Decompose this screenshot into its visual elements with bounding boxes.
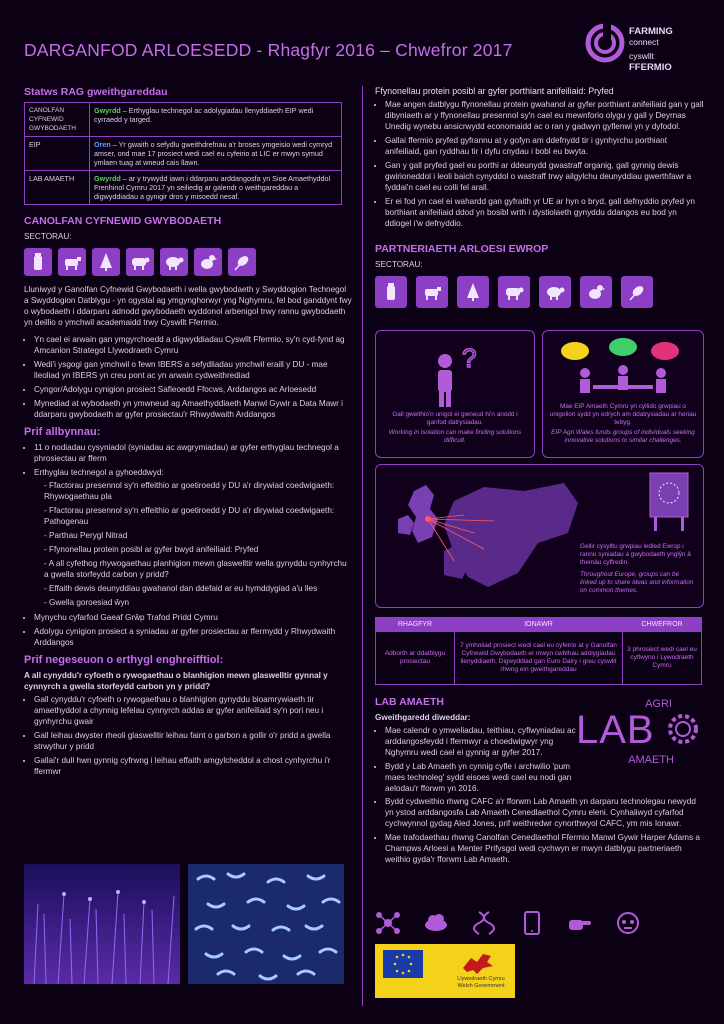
hand-pointing-icon bbox=[567, 910, 593, 936]
list-item: • Gallai'r dull hwn gynnig cyfrwng i leihau effaith amgylcheddol a chost cynhyrchu i'r ffermwr bbox=[34, 755, 352, 777]
kec-intro: Lluniwyd y Ganolfan Cyfnewid Gwybodaeth i wella gwybodaeth y Swyddogion Technegol a Swyddogion Datblygu - yn ogystal ag ymgynghorwyr yng Nghymru, fel bod ganddynt fwy o wybodaeth i ddarparu adnodd gwybodaeth wyddonol arbenigol trwy rannu gwybodaeth yn deillio o ymchwil academaidd trwy Cyswllt Ffermio. bbox=[24, 285, 352, 327]
list-item: - Effaith dewis deunyddiau gwahanol dan ddefaid ar eu hymddygiad a'u lles bbox=[44, 583, 352, 594]
cow-icon bbox=[58, 248, 86, 276]
logo-ring-icon bbox=[584, 22, 626, 64]
list-item: • Bydd cydweithio rhwng CAFC a'r fforwm Lab Amaeth yn darparu technolegau newydd yn ystod arddangosfa Lab Amaeth Cenedlaethol Cymru eleni. Cynhaliwyd cyfarfod cychwynnol gydag Aled Jones, prif weithredwr cynorthwyol CAFC, ym mis Ionawr. bbox=[385, 796, 705, 829]
leaf-icon bbox=[621, 276, 653, 308]
panel-text: Gellir cysylltu grwpiau ledled Ewrop i rannu syniadau a gwybodaeth ynglŷn â themâu cyffredin. bbox=[580, 543, 691, 566]
rag-status: Gwyrdd bbox=[94, 174, 121, 183]
list-item: - Ffactorau presennol sy'n effeithio ar goetiroedd y DU a'r dirywiad coedwigaeth: Pathogenau bbox=[44, 505, 352, 527]
list-item: • Yn cael ei arwain gan ymgyrchoedd a digwyddiadau Cyswllt Ffermio, sy'n cyd-fynd ag Amcanion Strategol Llywodraeth Cymru bbox=[34, 334, 352, 356]
milk-churn-icon bbox=[24, 248, 52, 276]
sector-icons bbox=[375, 276, 705, 308]
articles-sublist bbox=[34, 480, 352, 608]
list-item: • Adolygu cynigion prosiect a syniadau ar gyfer prosiectau ar ffermydd y Rhwydwaith Arddangos bbox=[34, 626, 352, 648]
logo-line2: connect bbox=[629, 37, 659, 47]
leaf-icon bbox=[228, 248, 256, 276]
tablet-icon bbox=[519, 910, 545, 936]
sheep-icon bbox=[160, 248, 188, 276]
info-board-icon bbox=[648, 471, 690, 533]
welsh-dragon-icon bbox=[459, 948, 497, 974]
right-column bbox=[375, 86, 705, 316]
agri-lab-logo bbox=[572, 698, 704, 770]
page-title: DARGANFOD ARLOESEDD - Rhagfyr 2016 – Chwefror 2017 bbox=[24, 40, 513, 60]
gear-icon bbox=[664, 710, 702, 748]
dna-icon bbox=[471, 910, 497, 936]
europe-map bbox=[384, 471, 584, 599]
list-item: • Bydd y Lab Amaeth yn cynnig cyfle i archwilio 'pum maes technoleg' sydd eisoes wedi cael eu nodi gan aelodau'r fforwm yn 2016. bbox=[385, 761, 583, 794]
list-item-text: Erthyglau technegol a gyhoeddwyd: bbox=[34, 468, 164, 477]
farming-connect-logo bbox=[584, 22, 704, 82]
list-item: • Gall cynyddu'r cyfoeth o rywogaethau o blanhigion gynyddu bioamrywiaeth tir amaethyddol a chynnig lefelau cynnyrch addas ar gyfer anifeiliaid sy'n pori neu i gynhyrchu gwair bbox=[34, 694, 352, 727]
list-item: - Ffynonellau protein posibl ar gyfer bwyd anifeiliaid: Pryfed bbox=[44, 544, 352, 555]
table-header: IONAWR bbox=[455, 618, 623, 632]
list-item: - A all cyfethog rhywogaethau planhigion mewn glaswelltir wella gynyddu cynhyrchu a gwella storfeydd carbon y pridd? bbox=[44, 558, 352, 580]
progress-table bbox=[375, 617, 702, 685]
lab-logo-bottom: AMAETH bbox=[628, 754, 674, 766]
logo-line1: FARMING bbox=[629, 26, 673, 37]
list-item: • Mynediad at wybodaeth yn ymwneud ag Amaethyddiaeth Manwl Gywir a Data Mawr i ddarparu gwybodaeth ar gyfer prosiectau'r Rhwydwaith Arddangos bbox=[34, 398, 352, 420]
rag-heading: Statws RAG gweithgareddau bbox=[24, 86, 168, 98]
groups-panel bbox=[542, 330, 704, 458]
rag-row bbox=[25, 137, 342, 171]
eu-flag-icon bbox=[383, 950, 423, 978]
lab-list bbox=[375, 725, 583, 794]
list-item: • Gallai ffermio pryfed gyfrannu at y gofyn am ddefnydd tir i gynhyrchu porthiant anifeiliaid, gan ryddhau tir i dyfu cnydau i bobl eu bwyta. bbox=[385, 135, 705, 157]
chicken-icon bbox=[580, 276, 612, 308]
panel-text: Mae EIP Amaeth Cymru yn cyllido grwpiau o unigolion sydd yn edrych am ddatrysiadau ar heriau tebyg. bbox=[549, 403, 697, 426]
panel-text: Gall gweithio'n unigol ei gwneud hi'n anodd i ganfod datrysiadau. bbox=[392, 411, 518, 426]
list-item: • Wedi'i ysgogi gan ymchwil o fewn IBERS a sefydliadau ymchwil eraill y DU - mae lleoliad yn IBERS yn creu pont ac yn arwain cydweithrediad bbox=[34, 359, 352, 381]
list-item: • Er ei fod yn cael ei wahardd gan gyfraith yr UE ar hyn o bryd, gall defnyddio pryfed yn borthiant anifeiliaid ddod yn bosibl wrth i dystiolaeth gynyddu ddangos eu bod yn ddiogel i'w defnyddio. bbox=[385, 196, 705, 229]
network-icon bbox=[375, 910, 401, 936]
lab-list-cont bbox=[375, 796, 705, 865]
lab-logo-small: AGRI bbox=[645, 698, 672, 710]
list-item: • Mae calendr o ymweliadau, teithiau, cyflwyniadau ac arddangosfeydd i ffermwyr a choedwigwyr yng Nghymru wedi cael ei gynnig ar gyfer 2017. bbox=[385, 725, 583, 758]
lab-subheading: Gweithgaredd diweddar: bbox=[375, 713, 471, 722]
grassland-photo bbox=[24, 864, 180, 984]
rag-key: EIP bbox=[25, 137, 90, 171]
group-meeting-icon bbox=[553, 337, 693, 399]
kec-bullets bbox=[24, 334, 352, 420]
sheep-icon bbox=[539, 276, 571, 308]
column-divider bbox=[362, 86, 363, 1006]
rag-text: – Erthyglau technegol ac adolygiadau llenyddiaeth EIP wedi cyrraedd y targed. bbox=[94, 106, 314, 124]
rag-row bbox=[25, 171, 342, 205]
table-header: CHWEFROR bbox=[623, 618, 702, 632]
europe-map-panel bbox=[375, 464, 704, 608]
list-item: • Mynychu cyfarfod Gaeaf Grŵp Trafod Pridd Cymru bbox=[34, 612, 352, 623]
logo-line3: cyswllt bbox=[629, 51, 655, 61]
sector-icons bbox=[24, 248, 352, 276]
list-item bbox=[34, 467, 352, 608]
tree-icon bbox=[92, 248, 120, 276]
funder-text: Llywodraeth Cymru Welsh Government bbox=[457, 976, 505, 989]
protein-list bbox=[375, 99, 705, 229]
list-item: • Mae angen datblygu ffynonellau protein gwahanol ar gyfer porthiant anifeiliaid gan y gall dibyniaeth ar y ffynonellau presennol sy'n cael eu mewnforio olygu y gall y Deyrnas Unedig wynebu ansicrwydd economaidd ac o ran y gadwyn gyflenwi yn y dyfodol. bbox=[385, 99, 705, 132]
list-item: - Ffactorau presennol sy'n effeithio ar goetiroedd y DU a'r dirywiad coedwigaeth: Rhywogaethau pla bbox=[44, 480, 352, 502]
tree-icon bbox=[457, 276, 489, 308]
panel-text-en: Throughout Europe, groups can be linked up to share ideas and information on common themes. bbox=[580, 571, 694, 594]
insect-larvae-photo bbox=[188, 864, 344, 984]
lab-heading: LAB AMAETH bbox=[375, 696, 445, 708]
rag-status: Oren bbox=[94, 140, 111, 149]
panel-text-en: Working in isolation can make finding solutions difficult. bbox=[388, 429, 522, 444]
cow-icon bbox=[416, 276, 448, 308]
rag-table bbox=[24, 102, 342, 205]
beef-cattle-icon bbox=[126, 248, 154, 276]
messages-list bbox=[24, 694, 352, 777]
left-column bbox=[24, 86, 352, 781]
lab-logo-big: LAB bbox=[576, 708, 655, 752]
list-item: • Cyngor/Adolygu cynigion prosiect Safleoedd Ffocws, Arddangos ac Arloesedd bbox=[34, 384, 352, 395]
table-header: RHAGFYR bbox=[376, 618, 455, 632]
rag-status: Gwyrdd bbox=[94, 106, 121, 115]
sectors-label: SECTORAU: bbox=[375, 260, 423, 269]
list-item: • Gan y gall pryfed gael eu porthi ar ddeunydd gwastraff organig, gall gynnig dewis gwirioneddol i leoli baich cynyddol o wastraff trwy ailgylchu deunyddiau gwerthfawr a fyddai'n cael eu colli fel arall. bbox=[385, 160, 705, 193]
cloud-icon bbox=[423, 910, 449, 936]
beef-cattle-icon bbox=[498, 276, 530, 308]
list-item: - Gwella goroesiad ŵyn bbox=[44, 597, 352, 608]
protein-heading: Ffynonellau protein posibl ar gyfer porthiant anifeiliaid: Pryfed bbox=[375, 86, 614, 96]
messages-heading: Prif negeseuon o erthygl enghreifftiol: bbox=[24, 654, 224, 666]
kec-heading: CANOLFAN CYFNEWID GWYBODAETH bbox=[24, 215, 222, 227]
person-question-icon bbox=[420, 339, 490, 409]
technology-icons bbox=[375, 910, 641, 936]
list-item: - Parthau Perygl Nitrad bbox=[44, 530, 352, 541]
rag-text: – ar y trywydd iawn i ddarparu arddangosfa yn Sioe Amaethyddol Frenhinol Cymru 2017 yn seiliedig ar galendr o weithgareddau a digwyddiadau a gynigir dros y misoedd nesaf. bbox=[94, 174, 331, 201]
list-item: • 11 o nodiadau cysyniadol (syniadau ac awgrymiadau) ar gyfer erthyglau technegol a phrosiectau ar fferm bbox=[34, 442, 352, 464]
isolation-panel bbox=[375, 330, 535, 458]
robot-icon bbox=[615, 910, 641, 936]
rag-row bbox=[25, 103, 342, 137]
svg-text:?: ? bbox=[462, 343, 477, 373]
logo-line4: FFERMIO bbox=[629, 62, 672, 73]
table-cell: Adborth ar ddatblygu prosiectau bbox=[376, 632, 455, 685]
outputs-heading: Prif allbynnau: bbox=[24, 426, 101, 438]
panel-text-en: EIP Agri Wales funds groups of individuals seeking innovative solutions to similar challenges. bbox=[551, 429, 695, 444]
outputs-list bbox=[24, 442, 352, 648]
list-item: • Mae trafodaethau rhwng Canolfan Cenedlaethol Ffermio Manwl Gywir Harper Adams a Champws Arloesi a Menter Prifysgol wedi cychwyn er mwyn datblygu partneriaeth weithio gyda'r fforwm Lab Amaeth. bbox=[385, 832, 705, 865]
chicken-icon bbox=[194, 248, 222, 276]
table-cell: 3 phrosiect wedi cael eu cyflwyno i Lywodraeth Cymru bbox=[623, 632, 702, 685]
funder-logos bbox=[375, 944, 515, 998]
messages-question: A all cynyddu'r cyfoeth o rywogaethau o blanhigion mewn glaswelltir gynnal y cynnyrch a gwella storfeydd carbon yn y pridd? bbox=[24, 671, 328, 691]
rag-text: – Yr gwaith o sefydlu gweithdrefnau a'r broses ymgeisio wedi cymryd amser, ond mae 17 prosiect wedi cael eu cyfeirio at LIC er mwyn symud ymlaen tuag at wneud cais llawn. bbox=[94, 140, 333, 167]
list-item: • Gall leihau dwyster rheoli glaswelltir leihau faint o garbon a gollir o'r pridd a gwella strwythur y pridd bbox=[34, 730, 352, 752]
rag-key: CANOLFAN CYFNEWID GWYBODAETH bbox=[25, 103, 90, 137]
milk-churn-icon bbox=[375, 276, 407, 308]
table-row bbox=[376, 632, 702, 685]
eip-heading: PARTNERIAETH ARLOESI EWROP bbox=[375, 243, 549, 255]
table-cell: 7 ymholiad prosiect wedi cael eu cyfeirio at y Ganolfan Cyfnewid Gwybodaeth er mwyn cwblhau adolygiadau llenyddiaeth. Digwyddiad gan Euro Dairy i greu cyswllt rhwng ein gweithgareddau bbox=[455, 632, 623, 685]
sectors-label: SECTORAU: bbox=[24, 232, 72, 241]
rag-key: LAB AMAETH bbox=[25, 171, 90, 205]
